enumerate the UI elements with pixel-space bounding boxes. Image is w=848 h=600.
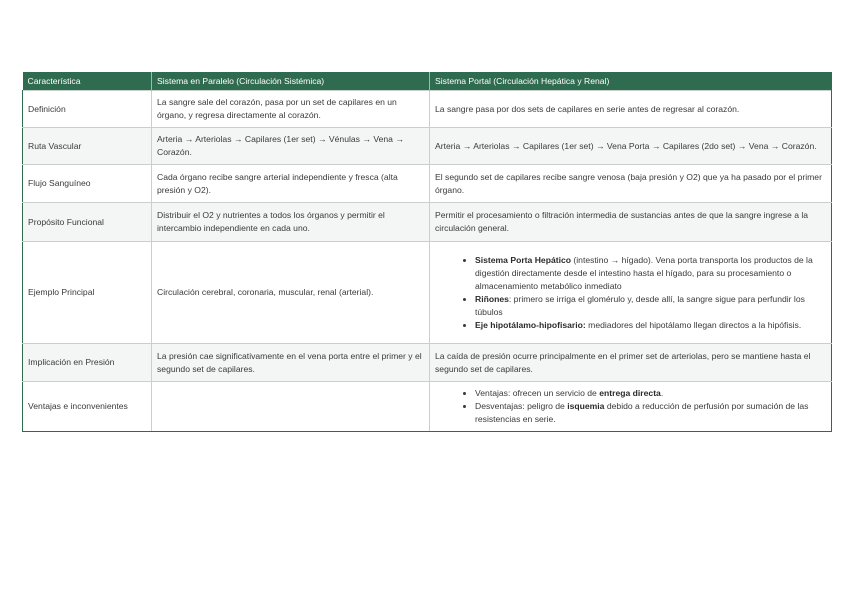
- cell-portal: La sangre pasa por dos sets de capilares en serie antes de regresar al corazón.: [430, 91, 832, 128]
- ventajas-bullet-list: [435, 387, 826, 426]
- bullet-text: debido a reducción de perfusión por sumación de las resistencias en serie.: [475, 401, 809, 424]
- cell-paralelo: Distribuir el O2 y nutrientes a todos los órganos y permitir el intercambio independiente en cada uno.: [152, 203, 430, 242]
- table-row-presion: [23, 344, 832, 382]
- table-row-ruta: [23, 128, 832, 165]
- table-row-proposito: [23, 203, 832, 242]
- bullet-text: mediadores del hipotálamo llegan directos a la hipófisis.: [585, 319, 802, 330]
- row-label: Ejemplo Principal: [23, 242, 152, 344]
- table-row-definicion: [23, 91, 832, 128]
- cell-portal: Arteria → Arteriolas → Capilares (1er set) → Vena Porta → Capilares (2do set) → Vena → Corazón.: [430, 128, 832, 165]
- table-row-ejemplo: [23, 242, 832, 344]
- bullet-text: (intestino → hígado). Vena porta transporta los productos de la digestión directamente desde el intestino hasta el hígado, para su procesamiento o almacenamiento metabólico inmediato: [475, 254, 813, 291]
- row-label: Ventajas e inconvenientes: [23, 382, 152, 432]
- list-item: [475, 293, 826, 319]
- table-row-flujo: [23, 165, 832, 203]
- cell-paralelo: [152, 382, 430, 432]
- bullet-text: Ventajas: ofrecen un servicio de: [475, 388, 600, 398]
- cell-portal: Permitir el procesamiento o filtración intermedia de sustancias antes de que la sangre ingrese a la circulación general.: [430, 203, 832, 242]
- cell-portal: El segundo set de capilares recibe sangre venosa (baja presión y O2) que ya ha pasado por el primer órgano.: [430, 165, 832, 203]
- bullet-bold: Sistema Porta Hepático: [475, 254, 571, 265]
- bullet-bold: entrega directa: [599, 388, 661, 398]
- bullet-bold: isquemia: [567, 401, 605, 411]
- cell-paralelo: Circulación cerebral, coronaria, muscular, renal (arterial).: [152, 242, 430, 344]
- row-label: Implicación en Presión: [23, 344, 152, 382]
- bullet-text: : primero se irriga el glomérulo y, desde allí, la sangre sigue para perfundir los túbulos: [475, 293, 805, 317]
- bullet-bold: Eje hipotálamo-hipofisario:: [475, 319, 586, 330]
- cell-portal: [430, 382, 832, 432]
- row-label: Flujo Sanguíneo: [23, 165, 152, 203]
- row-label: Propósito Funcional: [23, 203, 152, 242]
- ejemplo-bullet-list: [435, 254, 826, 332]
- header-sistema-paralelo: Sistema en Paralelo (Circulación Sistémica): [152, 72, 430, 91]
- cell-paralelo: Cada órgano recibe sangre arterial independiente y fresca (alta presión y O2).: [152, 165, 430, 203]
- cell-portal: La caída de presión ocurre principalmente en el primer set de arteriolas, pero se mantiene hasta el segundo set de capilares.: [430, 344, 832, 382]
- row-label: Definición: [23, 91, 152, 128]
- table-row-ventajas: [23, 382, 832, 432]
- cell-paralelo: La presión cae significativamente en el vena porta entre el primer y el segundo set de capilares.: [152, 344, 430, 382]
- cell-paralelo: La sangre sale del corazón, pasa por un set de capilares en un órgano, y regresa directamente al corazón.: [152, 91, 430, 128]
- header-sistema-portal: Sistema Portal (Circulación Hepática y Renal): [430, 72, 832, 91]
- cell-portal: [430, 242, 832, 344]
- row-label: Ruta Vascular: [23, 128, 152, 165]
- list-item: [475, 319, 826, 332]
- comparison-table: [22, 72, 832, 432]
- table-header-row: [23, 72, 832, 91]
- bullet-text: .: [660, 388, 664, 398]
- header-caracteristica: Característica: [23, 72, 152, 91]
- list-item: [475, 400, 826, 426]
- bullet-text: Desventajas: peligro de: [475, 401, 568, 411]
- list-item: [475, 387, 826, 400]
- list-item: [475, 254, 826, 293]
- cell-paralelo: Arteria → Arteriolas → Capilares (1er set) → Vénulas → Vena → Corazón.: [152, 128, 430, 165]
- bullet-bold: Riñones: [475, 293, 509, 304]
